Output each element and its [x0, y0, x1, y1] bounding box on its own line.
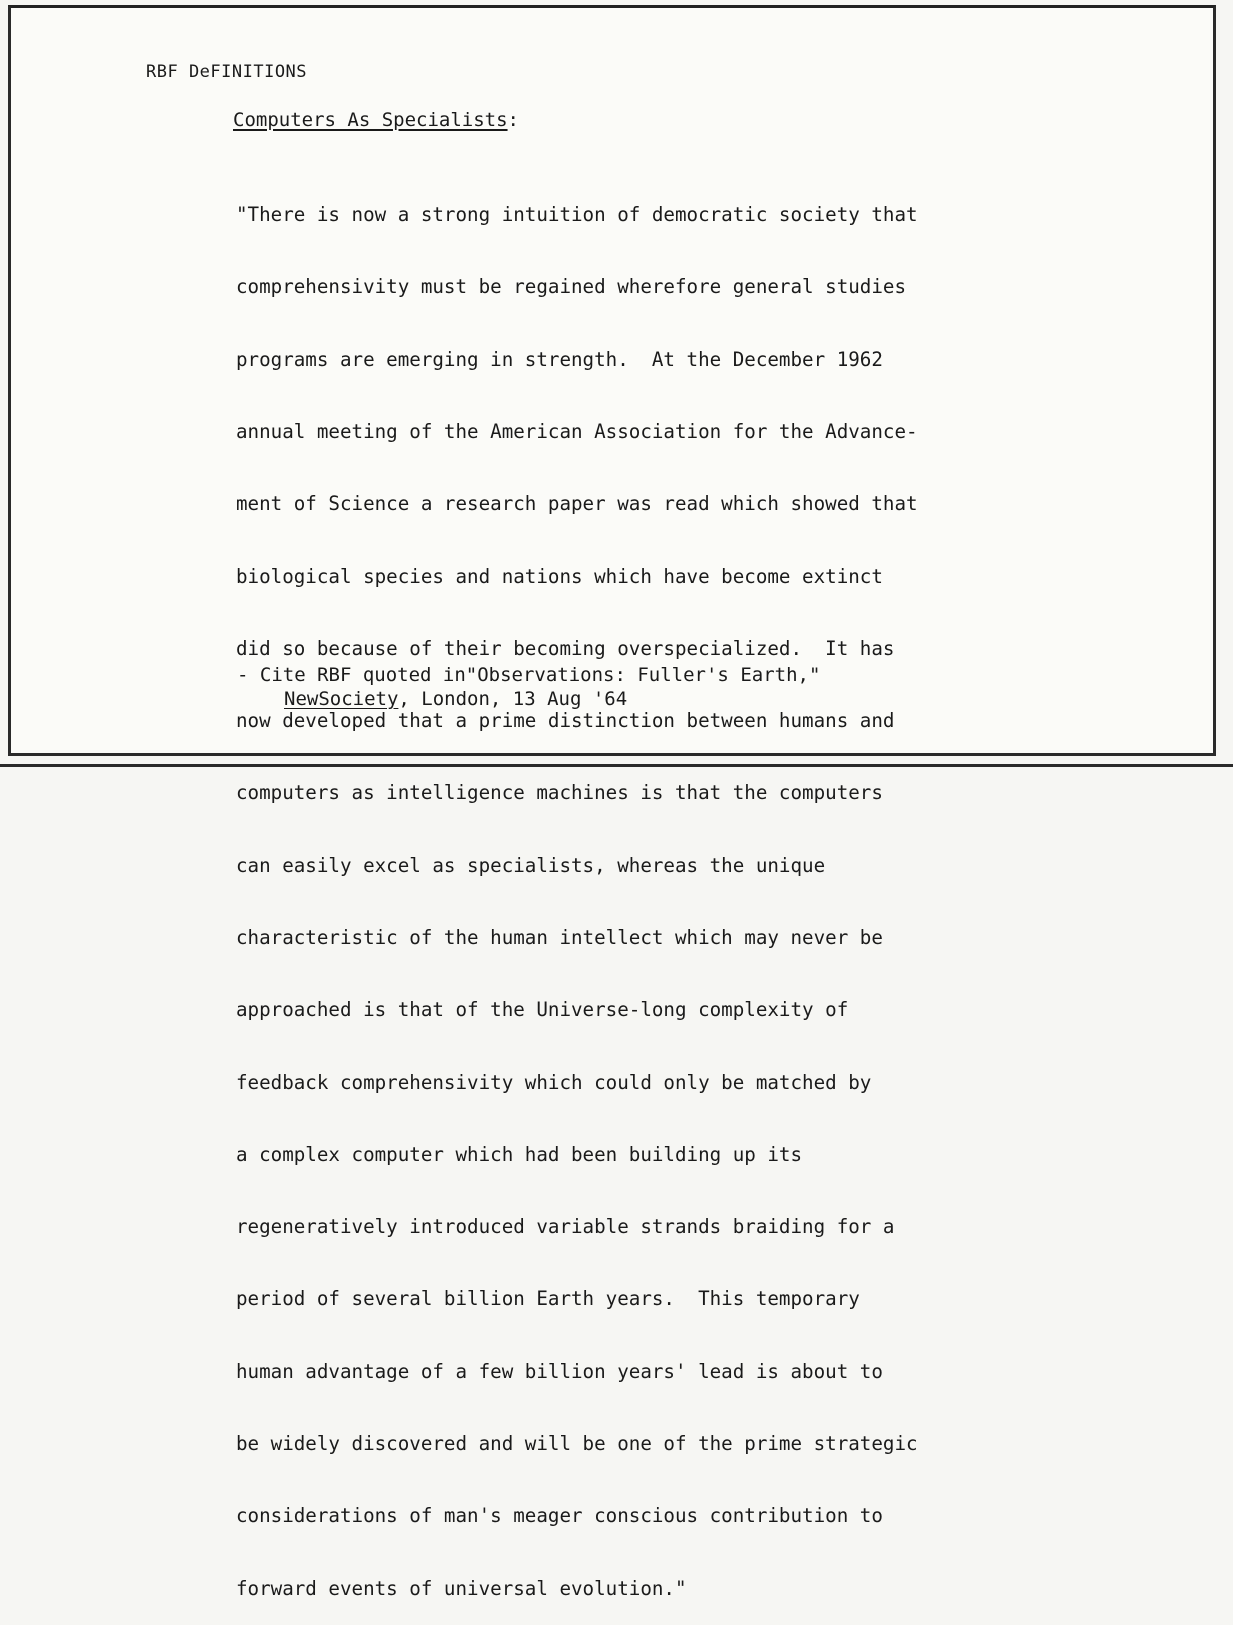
citation-line-2	[284, 687, 627, 711]
section-title	[233, 109, 519, 131]
quote-line: comprehensivity must be regained wherefore general studies	[236, 275, 907, 299]
citation-details: , London, 13 Aug '64	[398, 688, 628, 710]
quote-line: regeneratively introduced variable strands braiding for a	[236, 1215, 895, 1239]
quote-line: period of several billion Earth years. This temporary	[236, 1287, 860, 1311]
citation-publication: NewSociety	[284, 688, 399, 710]
quote-line: "There is now a strong intuition of democratic society that	[236, 203, 918, 227]
quote-line: considerations of man's meager conscious contribution to	[236, 1504, 883, 1528]
quote-line: computers as intelligence machines is that the computers	[236, 781, 883, 805]
section-title-colon: :	[507, 109, 519, 131]
quote-line: can easily excel as specialists, whereas the unique	[236, 853, 826, 877]
quote-line: characteristic of the human intellect which may never be	[236, 926, 883, 949]
quote-line: annual meeting of the American Association for the Advance-	[236, 420, 918, 444]
quote-line: biological species and nations which have become extinct	[236, 564, 883, 588]
quote-line: programs are emerging in strength. At the December 1962	[236, 347, 883, 371]
quote-line: a complex computer which had been building up its	[236, 1142, 803, 1166]
quote-line: did so because of their becoming overspecialized. It has	[236, 636, 895, 660]
citation-line-1: - Cite RBF quoted in"Observations: Fuller's Earth,"	[237, 664, 821, 686]
page-heading: RBF DeFINITIONS	[146, 62, 308, 82]
quote-line: ment of Science a research paper was read which showed that	[236, 492, 918, 516]
section-title-text: Computers As Specialists	[233, 109, 508, 131]
quote-line: forward events of universal evolution."	[236, 1576, 687, 1600]
quote-line: be widely discovered and will be one of the prime strategic	[236, 1431, 918, 1455]
quote-block	[236, 155, 1096, 1625]
quote-line: human advantage of a few billion years' lead is about to	[236, 1359, 883, 1383]
quote-line: feedback comprehensivity which could only be matched by	[236, 1070, 872, 1094]
quote-line: now developed that a prime distinction between humans and	[236, 709, 895, 733]
quote-line: approached is that of the Universe-long complexity of	[236, 998, 849, 1022]
